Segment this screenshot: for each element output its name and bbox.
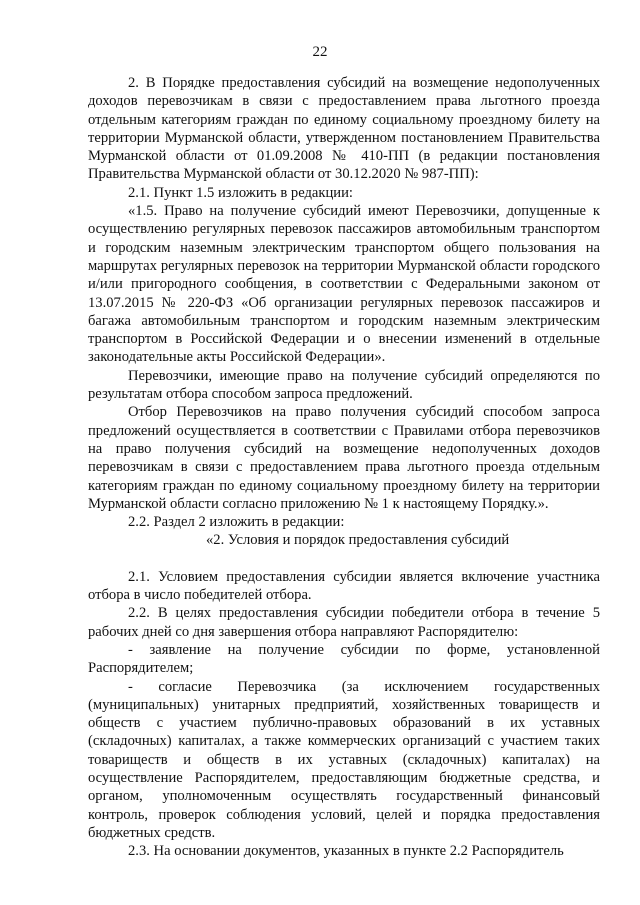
paragraph-selection: Отбор Перевозчиков на право получения субсидий способом запроса предложений осуществляется в соответствии с Правилами отбора перевозчиков на право получения субсидий на возмещение недополученных доходов перевозчикам в связи с предоставлением права льготного проезда отдельным категориям граждан по единому социальному проездному билету на территории Мурманской области согласно приложению № 1 к настоящему Порядку.». <box>88 404 600 512</box>
section-heading: «2. Условия и порядок предоставления субсидий <box>206 532 510 549</box>
document-body <box>88 74 600 860</box>
paragraph-carriers-right: Перевозчики, имеющие право на получение субсидий определяются по результатам отбора способом запроса предложений. <box>88 367 600 403</box>
paragraph-condition: 2.1. Условием предоставления субсидии является включение участника отбора в число победителей отбора. <box>88 568 600 604</box>
paragraph-2-1: 2.1. Пункт 1.5 изложить в редакции: <box>128 184 353 201</box>
bullet-application: - заявление на получение субсидии по форме, установленной Распорядителем; <box>88 641 600 677</box>
paragraph-2-2-section: 2.2. Раздел 2 изложить в редакции: <box>128 514 345 531</box>
bullet-consent: - согласие Перевозчика (за исключением государственных (муниципальных) унитарных предприятий, хозяйственных товариществ и обществ с участием публично-правовых образований в их уставных (складочных) капиталах, а также коммерческих организаций с участием таких товариществ и обществ в их уставных (складочных) капиталах) на осуществление Распорядителем, предоставляющим бюджетные средства, и органом, уполномоченным осуществлять государственный финансовый контроль, проверок соблюдения условий, целей и порядка предоставления бюджетных средств. <box>88 678 600 841</box>
paragraph-documents: 2.2. В целях предоставления субсидии победители отбора в течение 5 рабочих дней со дня завершения отбора направляют Распорядителю: <box>88 605 600 640</box>
page-number: 22 <box>312 44 328 60</box>
paragraph-2-3: 2.3. На основании документов, указанных в пункте 2.2 Распорядитель <box>128 843 564 860</box>
paragraph-2-intro: 2. В Порядке предоставления субсидий на возмещение недополученных доходов перевозчикам в связи с предоставлением права льготного проезда отдельным категориям граждан по единому социальному проездному билету на территории Мурманской области, утвержденном постановлением Правительства Мурманской области от 01.09.2008 № 410-ПП (в редакции постановления Правительства Мурманской области от 30.12.2020 № 987-ПП): <box>88 75 600 183</box>
paragraph-1-5-quote: «1.5. Право на получение субсидий имеют Перевозчики, допущенные к осуществлению регулярных перевозок пассажиров автомобильным транспортом и городским наземным электрическим транспортом общего пользования на маршрутах регулярных перевозок на территории Мурманской области городского и/или пригородного сообщения, в соответствии с Федеральными законом от 13.07.2015 № 220-ФЗ «Об организации регулярных перевозок пассажиров и багажа автомобильным транспортом и городским наземным электрическим транспортом в Российской Федерации и о внесении изменений в отдельные законодательные акты Российской Федерации». <box>88 203 600 366</box>
